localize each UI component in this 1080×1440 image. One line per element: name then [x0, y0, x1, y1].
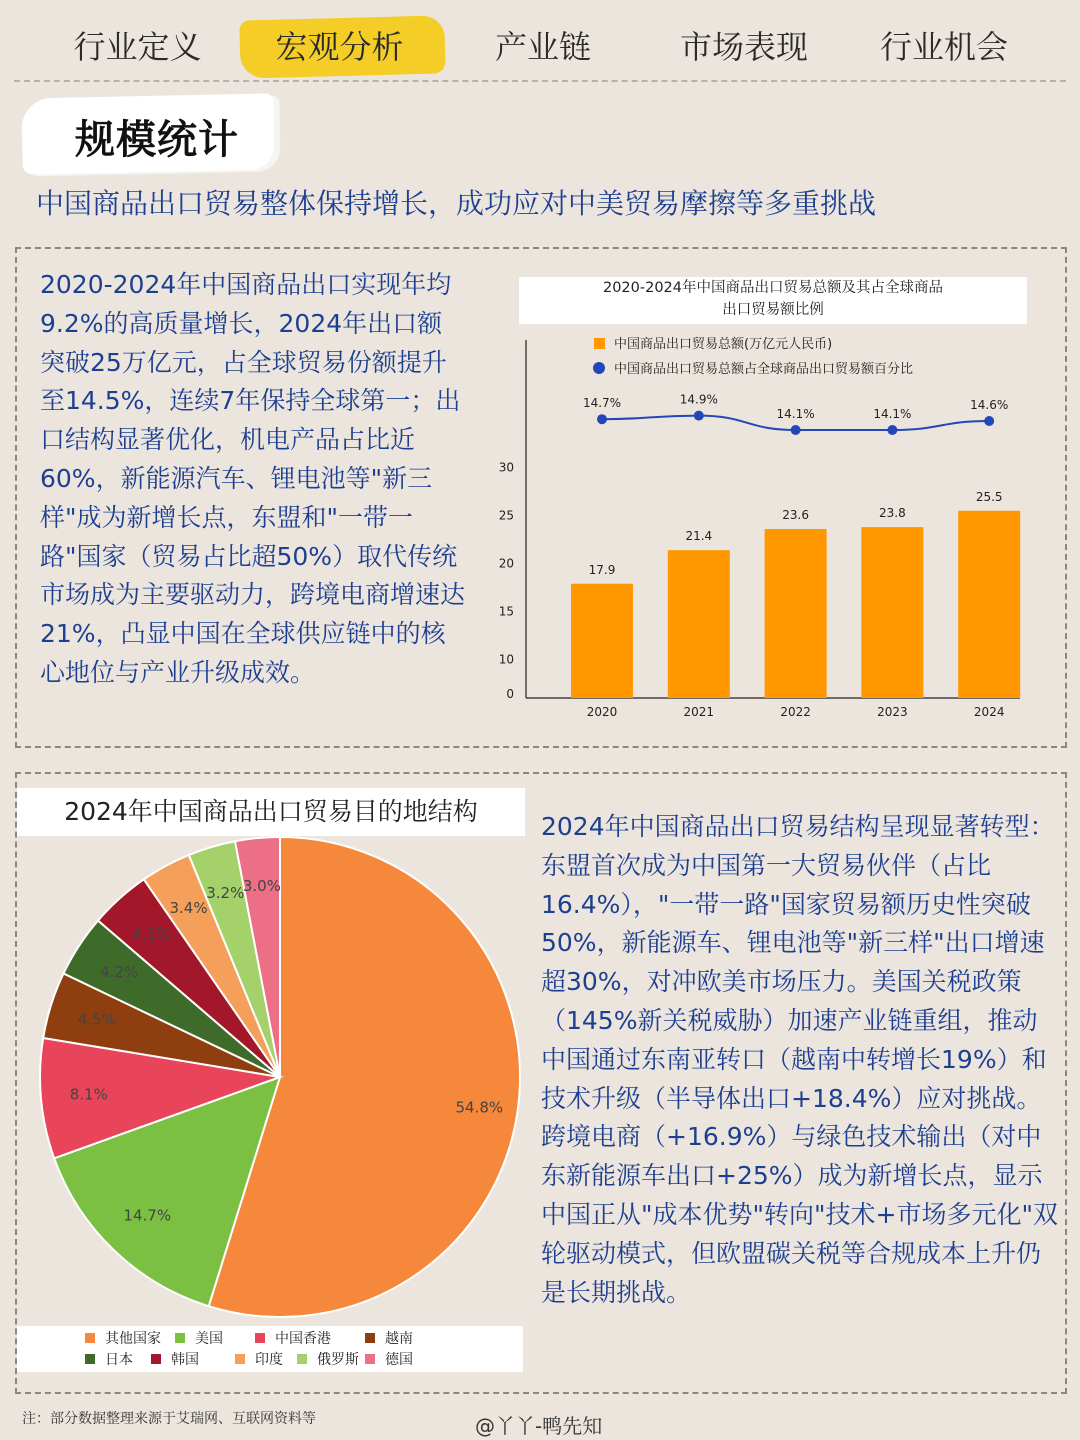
bar-y-tick-0: 0 — [506, 687, 514, 701]
bar-value-label-2021: 21.4 — [685, 529, 713, 544]
bar-value-label-2020: 17.9 — [588, 562, 616, 577]
share-label-2022: 14.1% — [776, 407, 815, 421]
pie-label-2: 8.1% — [69, 1085, 108, 1104]
top-nav — [0, 0, 1080, 82]
bar-value-label-2022: 23.6 — [782, 508, 809, 523]
pie-legend-swatch-0 — [85, 1333, 95, 1343]
bar-x-tick-2021: 2021 — [683, 705, 715, 719]
pie-label-5: 4.1% — [132, 925, 171, 944]
legend-label-global-share: 中国商品出口贸易总额占全球商品出口贸易额百分比 — [614, 362, 914, 377]
pie-chart-title-box — [17, 788, 525, 836]
pie-label-4: 4.2% — [100, 963, 139, 982]
bar-value-label-2024: 25.5 — [975, 489, 1003, 504]
pie-legend-swatch-6 — [235, 1354, 245, 1364]
tab-industry-opportunity[interactable]: 行业机会 — [879, 28, 1008, 66]
share-label-2021: 14.9% — [679, 392, 718, 407]
destination-pie-chart — [17, 836, 523, 1326]
pie-label-7: 3.2% — [206, 883, 245, 902]
pie-legend-swatch-3 — [365, 1333, 375, 1343]
share-point-2022 — [791, 425, 801, 435]
tab-industry-definition[interactable]: 行业定义 — [73, 28, 202, 66]
pie-legend-swatch-5 — [151, 1354, 161, 1364]
bar-chart-title-line2: 出口贸易额比例 — [722, 302, 824, 318]
bar-y-tick-3: 20 — [498, 556, 514, 571]
pie-legend-label-5: 韩国 — [171, 1352, 199, 1368]
nav-divider — [14, 80, 1066, 82]
destination-structure-text: 2024年中国商品出口贸易结构呈现显著转型：东盟首次成为中国第一大贸易伙伴（占比16.4%），"一带一路"国家贸易额历史性突破50%，新能源车、锂电池等"新三样"出口增速超30%，对冲欧美市场压力。美国关税政策（145%新关税威胁）加速产业链重组，推动中国通过东南亚转口（越南中转增长19%）和技术升级（半导体出口+18.4%）应对挑战。跨境电商（+16.9%）与绿色技术输出（对中东新能源车出口+25%）成为新增长点，显示中国正从"成本优势"转向"技术+市场多元化"双轮驱动模式，但欧盟碳关税等合规成本上升仍是长期挑战。 — [541, 812, 1058, 1307]
pie-legend-label-0: 其他国家 — [105, 1331, 161, 1347]
pie-legend-label-6: 印度 — [255, 1352, 283, 1368]
tab-macro-analysis[interactable]: 宏观分析 — [275, 28, 404, 66]
tab-industry-chain[interactable]: 产业链 — [494, 28, 591, 66]
pie-legend-label-7: 俄罗斯 — [317, 1352, 359, 1368]
pie-legend-swatch-8 — [365, 1354, 375, 1364]
pie-chart-title: 2024年中国商品出口贸易目的地结构 — [64, 797, 478, 826]
section-title: 规模统计 — [75, 117, 239, 163]
bar-y-tick-1: 10 — [498, 652, 514, 667]
bar-y-tick-5: 30 — [498, 460, 514, 475]
bar-2022 — [765, 529, 827, 698]
share-label-2023: 14.1% — [873, 407, 912, 421]
share-label-2020: 14.7% — [582, 396, 622, 411]
legend-swatch-export-total — [594, 338, 605, 349]
pie-legend — [17, 1326, 523, 1372]
pie-legend-swatch-2 — [255, 1333, 265, 1343]
section-subtitle: 中国商品出口贸易整体保持增长，成功应对中美贸易摩擦等多重挑战 — [36, 187, 877, 220]
pie-label-1: 14.7% — [123, 1206, 172, 1225]
bar-x-tick-2020: 2020 — [586, 705, 618, 719]
pie-legend-items — [17, 1326, 523, 1372]
pie-label-6: 3.4% — [169, 899, 208, 918]
export-scale-text: 2020-2024年中国商品出口实现年均9.2%的高质量增长，2024年出口额突破25万亿元，占全球贸易份额提升至14.5%，连续7年保持全球第一；出口结构显著优化，机电产品占比近60%，新能源汽车、锂电池等"新三样"成为新增长点，东盟和"一带一路"国家（贸易占比超50%）取代传统市场成为主要驱动力，跨境电商增速达21%，凸显中国在全球供应链中的核心地位与产业升级成效。 — [40, 270, 466, 687]
bar-2020 — [571, 584, 633, 698]
bar-x-tick-2022: 2022 — [780, 705, 811, 719]
pie-legend-label-4: 日本 — [105, 1352, 133, 1368]
bar-y-tick-4: 25 — [498, 508, 514, 523]
pie-legend-label-2: 中国香港 — [275, 1331, 331, 1347]
bar-chart-title-box — [519, 277, 1027, 324]
bar-2023 — [861, 527, 923, 698]
bar-2024 — [958, 511, 1020, 698]
pie-legend-swatch-7 — [297, 1354, 307, 1364]
pie-label-8: 3.0% — [242, 876, 281, 895]
pie-legend-label-1: 美国 — [195, 1331, 223, 1347]
pie-legend-swatch-4 — [85, 1354, 95, 1364]
legend-swatch-global-share — [593, 362, 605, 374]
bar-chart-title-line1: 2020-2024年中国商品出口贸易总额及其占全球商品 — [602, 280, 944, 296]
pie-legend-swatch-1 — [175, 1333, 185, 1343]
bar-x-tick-2024: 2024 — [973, 705, 1005, 719]
pie-legend-label-3: 越南 — [385, 1331, 413, 1347]
bar-2021 — [668, 550, 730, 698]
author-watermark: @丫丫-鸭先知 — [475, 1414, 603, 1438]
share-point-2023 — [887, 425, 897, 435]
bar-y-tick-2: 15 — [498, 604, 514, 619]
share-point-2020 — [597, 414, 607, 424]
share-point-2021 — [694, 411, 704, 421]
pie-label-3: 4.5% — [77, 1010, 116, 1029]
bar-x-tick-2023: 2023 — [877, 705, 908, 719]
pie-legend-label-8: 德国 — [385, 1352, 413, 1368]
share-point-2024 — [984, 416, 994, 426]
bar-value-label-2023: 23.8 — [879, 506, 906, 521]
legend-label-export-total: 中国商品出口贸易总额(万亿元人民币) — [614, 337, 833, 352]
tab-market-performance[interactable]: 市场表现 — [679, 28, 808, 66]
pie-label-0: 54.8% — [455, 1098, 504, 1117]
share-label-2024: 14.6% — [970, 398, 1009, 412]
export-bar-line-chart — [480, 330, 1040, 730]
source-footnote: 注：部分数据整理来源于艾瑞网、互联网资料等 — [22, 1411, 316, 1427]
